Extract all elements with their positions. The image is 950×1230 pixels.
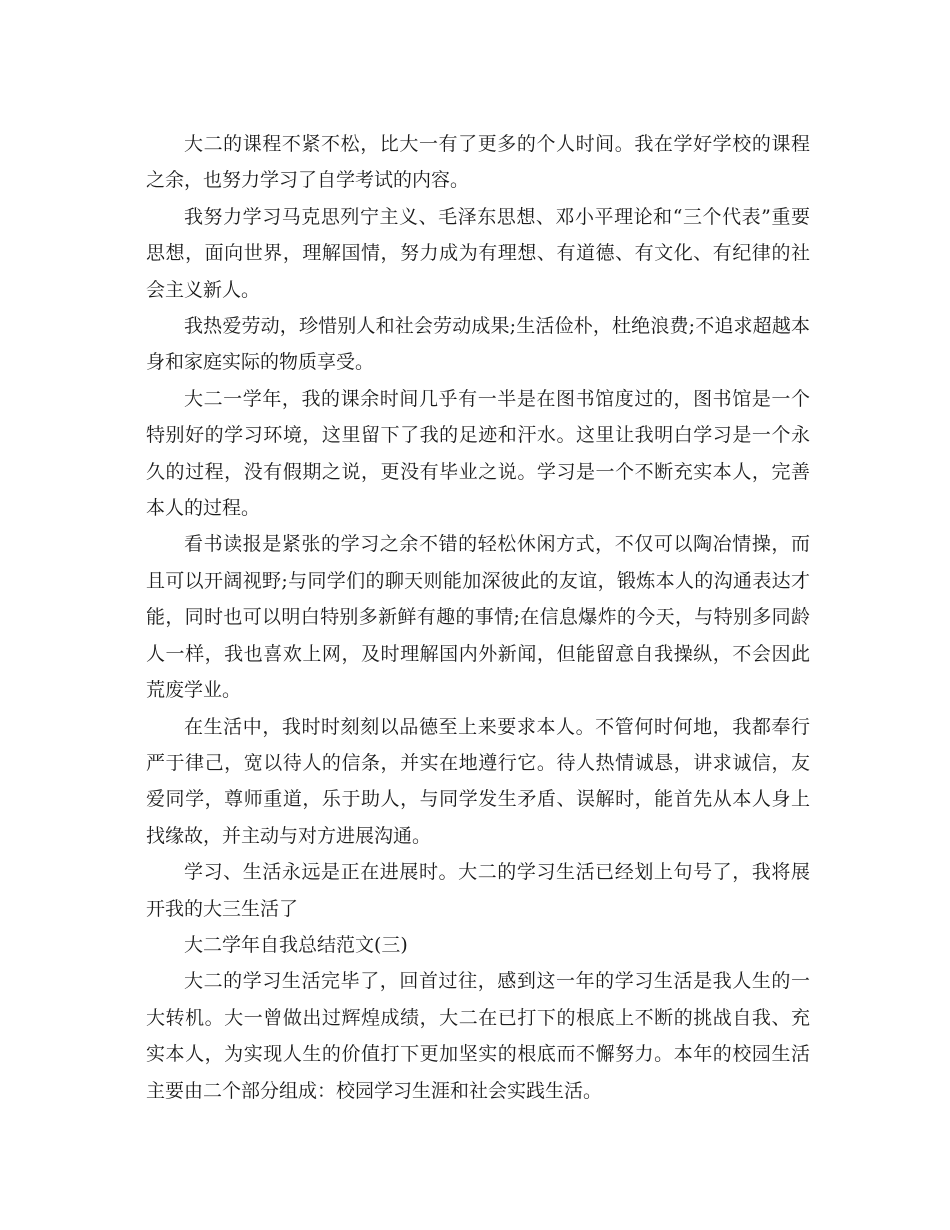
paragraph-review: 大二的学习生活完毕了，回首过往，感到这一年的学习生活是我人生的一大转机。大一曾做出过辉煌成绩，大二在已打下的根底上不断的挑战自我、充实本人，为实现人生的价值打下更加坚实的根底而不懈努力。本年的校园生活主要由二个部分组成：校园学习生涯和社会实践生活。 (146, 970, 810, 1102)
paragraph-ideology: 我努力学习马克思列宁主义、毛泽东思想、邓小平理论和“三个代表”重要思想，面向世界，理解国情，努力成为有理想、有道德、有文化、有纪律的社会主义新人。 (146, 205, 810, 301)
paragraph-study-time: 大二的课程不紧不松，比大一有了更多的个人时间。我在学好学校的课程之余，也努力学习了自学考试的内容。 (146, 133, 810, 192)
paragraph-library: 大二一学年，我的课余时间几乎有一半是在图书馆度过的，图书馆是一个特别好的学习环境，这里留下了我的足迹和汗水。这里让我明白学习是一个永久的过程，没有假期之说，更没有毕业之说。学习是一个不断充实本人，完善本人的过程。 (146, 387, 810, 520)
paragraph-conduct: 在生活中，我时时刻刻以品德至上来要求本人。不管何时何地，我都奉行严于律己，宽以待人的信条，并实在地遵行它。待人热情诚恳，讲求诚信，友爱同学，尊师重道，乐于助人，与同学发生矛盾、误解时，能首先从本人身上找缘故，并主动与对方进展沟通。 (146, 715, 810, 847)
document-body (146, 126, 810, 1109)
paragraph-reading: 看书读报是紧张的学习之余不错的轻松休闲方式，不仅可以陶冶情操，而且可以开阔视野;与同学们的聊天则能加深彼此的友谊，锻炼本人的沟通表达才能，同时也可以明白特别多新鲜有趣的事情;在信息爆炸的今天，与特别多同龄人一样，我也喜欢上网，及时理解国内外新闻，但能留意自我操纵，不会因此荒废学业。 (146, 533, 810, 702)
paragraph-labor: 我热爱劳动，珍惜别人和社会劳动成果;生活俭朴，杜绝浪费;不追求超越本身和家庭实际的物质享受。 (146, 315, 810, 374)
section-heading: 大二学年自我总结范文(三) (184, 933, 408, 956)
paragraph-conclusion: 学习、生活永远是正在进展时。大二的学习生活已经划上句号了，我将展开我的大三生活了 (146, 861, 810, 920)
